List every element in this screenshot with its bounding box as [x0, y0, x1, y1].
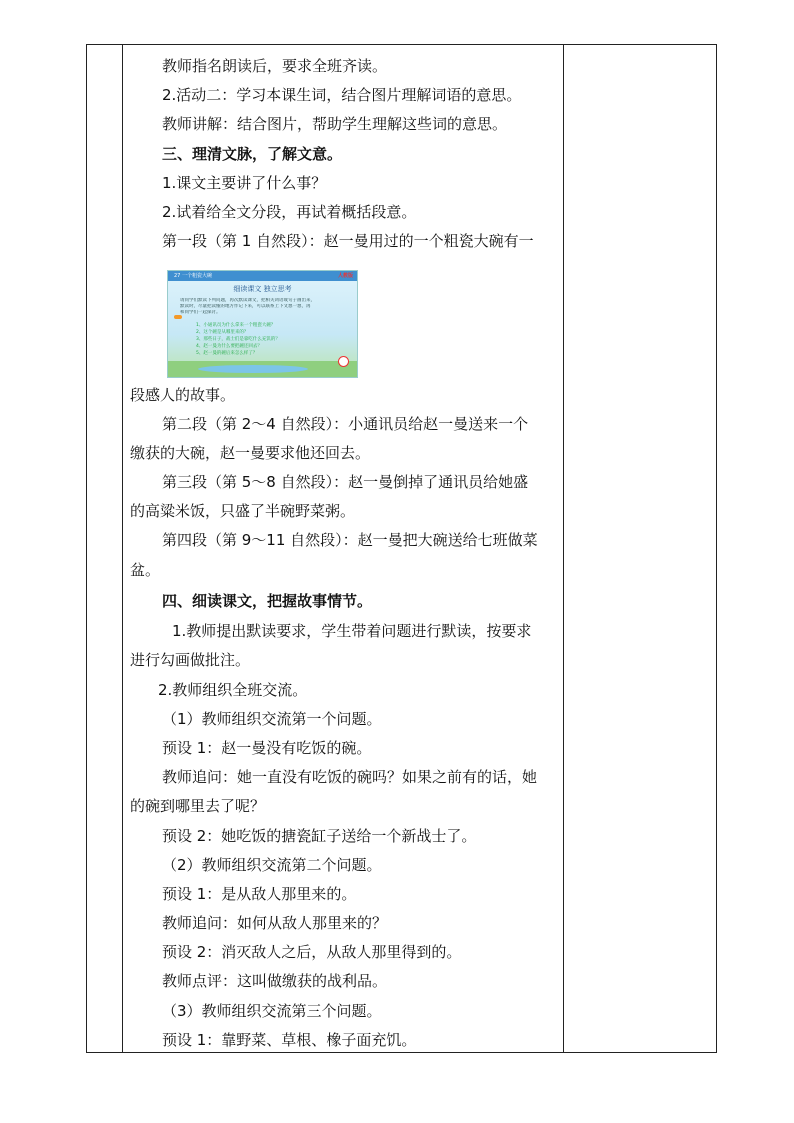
text-line: 的碗到哪里去了呢？ [130, 797, 266, 815]
text-line: 教师追问：她一直没有吃饭的碗吗？如果之前有的话，她 [162, 768, 538, 786]
section-heading-4: 四、细读课文，把握故事情节。 [162, 592, 373, 610]
slide-logo: 人教版 [337, 273, 353, 279]
text-line: 预设 2：消灭敌人之后，从敌人那里得到的。 [162, 943, 462, 961]
text-line: （3）教师组织交流第三个问题。 [162, 1002, 382, 1020]
text-line: 教师点评：这叫做缴获的战利品。 [162, 972, 388, 990]
slide-text-line: 默读时，尽量把读懂的地方作记下来，可以联系上下文想一想，再 [180, 304, 311, 309]
slide-question: 1、小通讯员为什么拿来一个粗瓷大碗？ [196, 323, 276, 328]
slide-question: 4、赵一曼为什么要把碗还回去？ [196, 344, 262, 349]
text-line: 第一段（第 1 自然段）：赵一曼用过的一个粗瓷大碗有一 [162, 232, 534, 250]
text-line: 预设 1：赵一曼没有吃饭的碗。 [162, 739, 372, 757]
text-line: 教师指名朗读后，要求全班齐读。 [162, 57, 388, 75]
slide-question: 2、这个碗是从哪里来的？ [196, 330, 249, 335]
text-line: 第三段（第 5～8 自然段）：赵一曼倒掉了通讯员给她盛 [162, 473, 529, 491]
text-line: 2.试着给全文分段，再试着概括段意。 [162, 203, 417, 221]
text-line: 1.课文主要讲了什么事？ [162, 174, 327, 192]
slide-decoration-icon [338, 356, 349, 367]
slide-title: 细读课文 独立思考 [233, 285, 292, 293]
text-line: 第二段（第 2～4 自然段）：小通讯员给赵一曼送来一个 [162, 415, 529, 433]
text-line: 第四段（第 9～11 自然段）：赵一曼把大碗送给七班做菜 [162, 531, 538, 549]
text-line: 教师追问：如何从敌人那里来的？ [162, 914, 388, 932]
slide-question: 3、那些日子，战士们是靠吃什么充饥的？ [196, 337, 280, 342]
slide-question: 5、赵一曼的碗后来怎么样了？ [196, 351, 258, 356]
slide-header-label: 27 一个粗瓷大碗 [174, 273, 212, 279]
text-line: 段感人的故事。 [130, 386, 236, 404]
slide-water [198, 365, 308, 373]
text-line: 预设 2：她吃饭的搪瓷缸子送给一个新战士了。 [162, 827, 477, 845]
text-line: 进行勾画做批注。 [130, 651, 251, 669]
slide-image [167, 270, 358, 378]
column-divider-2 [563, 45, 564, 1052]
column-divider-1 [122, 45, 123, 1052]
text-line: 的高粱米饭，只盛了半碗野菜粥。 [130, 502, 356, 520]
text-line: （1）教师组织交流第一个问题。 [162, 710, 382, 728]
text-line: 教师讲解：结合图片，帮助学生理解这些词的意思。 [162, 115, 508, 133]
text-line: 盆。 [130, 561, 161, 579]
text-line: 预设 1：靠野菜、草根、橡子面充饥。 [162, 1031, 417, 1049]
text-line: 预设 1：是从敌人那里来的。 [162, 885, 357, 903]
text-line: 2.活动二：学习本课生词，结合图片理解词语的意思。 [162, 86, 522, 104]
text-line: （2）教师组织交流第二个问题。 [162, 856, 382, 874]
text-line: 2.教师组织全班交流。 [158, 681, 308, 699]
paper-plane-icon [174, 315, 182, 319]
text-line: 缴获的大碗，赵一曼要求他还回去。 [130, 444, 371, 462]
slide-text-line: 请同学们默读下列问题，再次默读课文，把相关词语或句子画出来， [180, 298, 315, 303]
slide-text-line: 和同学们一起探讨。 [180, 310, 221, 315]
section-heading-3: 三、理清文脉，了解文意。 [162, 145, 343, 163]
text-line: 1.教师提出默读要求，学生带着问题进行默读，按要求 [172, 622, 532, 640]
